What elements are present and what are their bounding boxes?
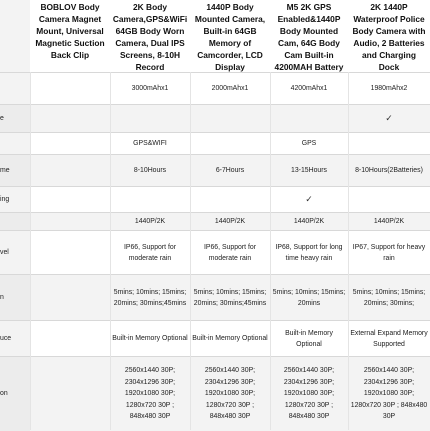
spec-value: 5mins; 10mins; 15mins; 20mins; 30mins;: [352, 288, 426, 307]
spec-row-waterproof-level: [0, 230, 430, 275]
spec-value: 1440P/2K: [134, 218, 166, 226]
spec-row-resolution: [0, 212, 430, 231]
column-divider: [110, 72, 111, 430]
check-icon: ✓: [385, 113, 393, 124]
spec-value: [30, 133, 110, 155]
spec-value: 5mins; 10mins; 15mins; 20mins; 30mins;45mins: [113, 288, 187, 307]
spec-value: 5mins; 10mins; 15mins; 20mins; 30mins;45mins: [193, 288, 267, 307]
spec-value: [190, 133, 270, 155]
spec-value: [348, 187, 430, 213]
spec-value: 2560x1440 30P; 2304x1296 30P; 1920x1080 30P; 1280x720 30P ; 848x480 30P: [350, 367, 428, 421]
spec-value: [110, 187, 190, 213]
spec-value: 2560x1440 30P; 2304x1296 30P; 1920x1080 30P; 1280x720 30P ; 848x480 30P: [204, 367, 256, 421]
spec-value: [30, 105, 110, 133]
spec-row-gps: [0, 132, 430, 155]
spec-value: 1440P/2K: [293, 218, 325, 226]
spec-row-e: [0, 104, 430, 133]
column-divider: [270, 72, 271, 430]
spec-value: [190, 105, 270, 133]
spec-value: GPS&WIFI: [133, 140, 167, 148]
header-corner: [0, 0, 30, 72]
spec-row-video-resolution: [0, 356, 430, 431]
spec-value: [30, 155, 110, 187]
spec-label: [0, 213, 30, 231]
column-divider: [348, 72, 349, 430]
product-title-2k-body[interactable]: 2K Body Camera,GPS&WiFi 64GB Body Worn Camera, Dual IPS Screens, 8-10H Record: [112, 2, 188, 72]
spec-value: 13-15Hours: [290, 167, 327, 175]
spec-value: [348, 133, 430, 155]
product-title-m5-2k[interactable]: M5 2K GPS Enabled&1440P Body Mounted Cam, 64G Body Cam Built-in 4200MAH Battery: [274, 2, 344, 72]
spec-value: 1440P/2K: [214, 218, 246, 226]
spec-label: vel: [0, 231, 30, 275]
spec-value: [30, 187, 110, 213]
spec-row-battery: [0, 72, 430, 105]
product-title-1440p-mounted[interactable]: 1440P Body Mounted Camera, Built-in 64GB Memory of Camcorder, LCD Display: [194, 2, 266, 72]
spec-value: [30, 231, 110, 275]
check-icon: ✓: [305, 194, 313, 205]
spec-value: 8-10Hours: [133, 167, 167, 175]
spec-value: IP67, Support for heavy rain: [352, 243, 426, 262]
spec-value: 5mins; 10mins; 15mins; 20mins: [272, 288, 346, 307]
spec-row-ing: [0, 186, 430, 213]
spec-row-memory: [0, 320, 430, 357]
spec-value: 6-7Hours: [215, 167, 245, 175]
spec-value: [30, 357, 110, 431]
spec-value: 2560x1440 30P; 2304x1296 30P; 1920x1080 30P; 1280x720 30P ; 848x480 30P: [124, 367, 176, 421]
spec-value: Built-in Memory Optional: [192, 335, 268, 343]
spec-label: e: [0, 105, 30, 133]
spec-value: 4200mAhx1: [290, 85, 328, 93]
product-title-2k-police[interactable]: 2K 1440P Waterproof Police Body Camera with Audio, 2 Batteries and Charging Dock: [352, 2, 426, 72]
product-title-boblov[interactable]: BOBLOV Body Camera Magnet Mount, Universal Magnetic Suction Back Clip: [35, 2, 105, 60]
spec-value: [270, 105, 348, 133]
comparison-header-row: [0, 0, 430, 72]
spec-label: ing: [0, 187, 30, 213]
spec-value: 2000mAhx1: [211, 85, 249, 93]
spec-label: n: [0, 275, 30, 321]
spec-value: GPS: [301, 140, 317, 148]
spec-value: [30, 275, 110, 321]
spec-value: [190, 187, 270, 213]
spec-label: [0, 73, 30, 105]
spec-value: 8-10Hours(2Batteries): [355, 167, 423, 175]
spec-row-recording-time: [0, 154, 430, 187]
spec-value: Built-in Memory Optional: [112, 335, 188, 343]
spec-value: 3000mAhx1: [131, 85, 169, 93]
spec-value: [30, 321, 110, 357]
spec-value: [30, 73, 110, 105]
spec-row-segment-length: [0, 274, 430, 321]
spec-label: uce: [0, 321, 30, 357]
spec-value: 2560x1440 30P; 2304x1296 30P; 1920x1080 30P; 1280x720 30P ; 848x480 30P: [283, 367, 335, 421]
spec-value: IP66, Support for moderate rain: [123, 243, 177, 262]
spec-value: [30, 213, 110, 231]
spec-value: IP66, Support for moderate rain: [203, 243, 257, 262]
spec-label: on: [0, 357, 30, 431]
column-divider: [30, 72, 31, 430]
spec-value: IP68, Support for long time heavy rain: [275, 243, 343, 262]
spec-label: me: [0, 155, 30, 187]
spec-label: [0, 133, 30, 155]
spec-value: 1980mAhx2: [370, 85, 408, 93]
spec-value: 1440P/2K: [373, 218, 405, 226]
spec-value: External Expand Memory Supported: [350, 329, 428, 348]
spec-value: [110, 105, 190, 133]
spec-value: Built-in Memory Optional: [285, 329, 333, 348]
column-divider: [190, 72, 191, 430]
